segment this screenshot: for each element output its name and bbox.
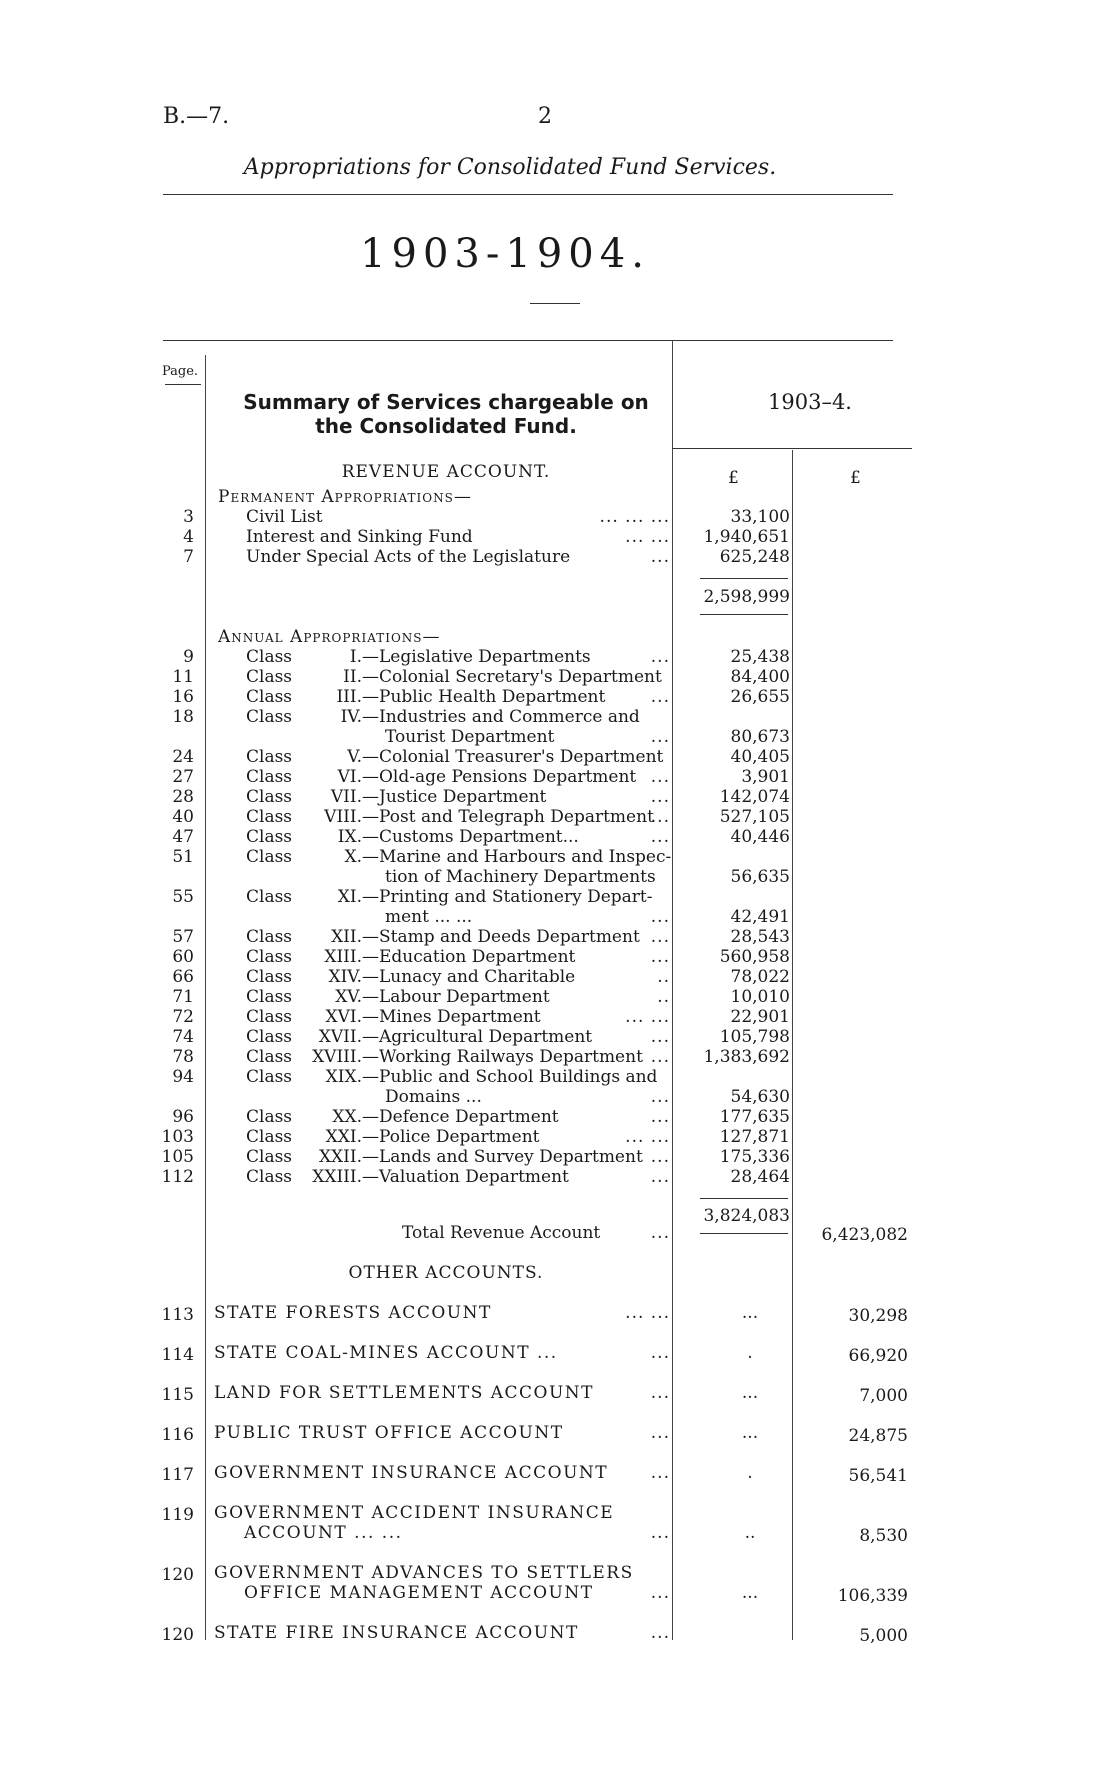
page-ref: 74 xyxy=(172,1027,194,1047)
page-column-divider xyxy=(205,355,206,1640)
account-label: GOVERNMENT INSURANCE ACCOUNT xyxy=(214,1463,609,1483)
class-label: Class xyxy=(246,947,293,967)
department-amount: 105,798 xyxy=(719,1027,790,1047)
department-label: —Colonial Treasurer's Department xyxy=(362,747,664,767)
leader-dots: ... xyxy=(650,807,670,827)
leader-dots: ... xyxy=(650,787,670,807)
page-ref: 11 xyxy=(172,667,194,687)
page-ref: 40 xyxy=(172,807,194,827)
department-label: —Public Health Department xyxy=(362,687,606,707)
class-number: XXII. xyxy=(318,1147,362,1167)
total-revenue-label: Total Revenue Account xyxy=(402,1223,601,1243)
page-title: Appropriations for Consolidated Fund Services. xyxy=(243,155,777,180)
account-label: PUBLIC TRUST OFFICE ACCOUNT xyxy=(214,1423,564,1443)
department-amount: 527,105 xyxy=(719,807,790,827)
page-ref: 120 xyxy=(161,1625,194,1645)
department-label: —Defence Department xyxy=(362,1107,559,1127)
department-label: —Education Department xyxy=(362,947,576,967)
department-amount: 78,022 xyxy=(730,967,790,987)
page-ref: 55 xyxy=(172,887,194,907)
leader-dots: ... ... xyxy=(625,1127,670,1147)
year-heading: 1903-1904. xyxy=(360,231,650,277)
permanent-subtotal-underline xyxy=(700,614,788,615)
page-ref: 7 xyxy=(183,547,194,567)
annual-subtotal-rule xyxy=(700,1198,788,1199)
table-top-rule xyxy=(163,340,893,341)
blank-marker: ... xyxy=(741,1303,759,1323)
department-label-cont: Domains ... xyxy=(385,1087,482,1107)
department-label: —Post and Telegraph Department xyxy=(362,807,654,827)
department-label: —Lunacy and Charitable xyxy=(362,967,576,987)
department-label: —Printing and Stationery Depart- xyxy=(362,887,653,907)
leader-dots: ... xyxy=(650,1583,670,1603)
department-label-cont: ment ... ... xyxy=(385,907,473,927)
department-amount: 1,383,692 xyxy=(703,1047,790,1067)
page-ref: 60 xyxy=(172,947,194,967)
account-amount: 66,920 xyxy=(848,1346,908,1366)
department-amount: 80,673 xyxy=(730,727,790,747)
blank-marker: ... xyxy=(741,1423,759,1443)
summary-title: Summary of Services chargeable on the Consolidated Fund. xyxy=(243,390,649,438)
leader-dots: ... xyxy=(650,1343,670,1363)
class-number: VI. xyxy=(337,767,362,787)
class-number: XI. xyxy=(337,887,362,907)
class-number: XVI. xyxy=(325,1007,362,1027)
leader-dots: .. xyxy=(657,987,670,1007)
page-ref: 24 xyxy=(172,747,194,767)
page-ref: 72 xyxy=(172,1007,194,1027)
page-ref: 115 xyxy=(161,1385,194,1405)
class-label: Class xyxy=(246,847,293,867)
page-ref: 9 xyxy=(183,647,194,667)
leader-dots: ... xyxy=(650,1107,670,1127)
account-label-cont: ACCOUNT ... ... xyxy=(244,1523,403,1543)
class-label: Class xyxy=(246,967,293,987)
account-amount: 106,339 xyxy=(837,1586,908,1606)
account-amount: 30,298 xyxy=(848,1306,908,1326)
appropriation-label: Interest and Sinking Fund xyxy=(246,527,473,547)
class-number: XVIII. xyxy=(312,1047,362,1067)
account-amount: 24,875 xyxy=(848,1426,908,1446)
account-amount: 8,530 xyxy=(859,1526,908,1546)
class-label: Class xyxy=(246,647,293,667)
page-ref: 57 xyxy=(172,927,194,947)
leader-dots: ... ... ... xyxy=(599,507,670,527)
department-label: —Customs Department... xyxy=(362,827,579,847)
class-number: I. xyxy=(349,647,362,667)
page-ref: 94 xyxy=(172,1067,194,1087)
department-amount: 560,958 xyxy=(719,947,790,967)
class-number: IV. xyxy=(340,707,362,727)
class-number: IX. xyxy=(337,827,362,847)
leader-dots: ... xyxy=(650,1167,670,1187)
class-label: Class xyxy=(246,1167,293,1187)
currency-symbol-2: £ xyxy=(850,468,861,488)
department-label: —Lands and Survey Department xyxy=(362,1147,643,1167)
department-amount: 10,010 xyxy=(730,987,790,1007)
class-label: Class xyxy=(246,1027,293,1047)
department-amount: 54,630 xyxy=(730,1087,790,1107)
page-ref: 18 xyxy=(172,707,194,727)
header-rule xyxy=(163,194,893,195)
leader-dots: ... xyxy=(650,827,670,847)
class-label: Class xyxy=(246,1047,293,1067)
document-reference: B.—7. xyxy=(163,104,230,129)
annual-appropriations-heading: Annual Appropriations— xyxy=(218,627,441,647)
page-ref: 78 xyxy=(172,1047,194,1067)
page-ref: 105 xyxy=(161,1147,194,1167)
department-label: —Colonial Secretary's Department xyxy=(362,667,662,687)
department-amount: 40,446 xyxy=(730,827,790,847)
page-ref: 114 xyxy=(161,1345,194,1365)
leader-dots: ... xyxy=(650,947,670,967)
permanent-subtotal-rule xyxy=(700,578,788,579)
class-label: Class xyxy=(246,1067,293,1087)
class-label: Class xyxy=(246,887,293,907)
leader-dots: ... xyxy=(650,1463,670,1483)
department-label: —Agricultural Department xyxy=(362,1027,593,1047)
total-revenue-dots: ... xyxy=(650,1223,670,1243)
leader-dots: ... xyxy=(650,547,670,567)
leader-dots: ... xyxy=(650,927,670,947)
page-number: 2 xyxy=(538,104,552,129)
department-label: —Old-age Pensions Department xyxy=(362,767,637,787)
class-number: VIII. xyxy=(324,807,362,827)
department-amount: 175,336 xyxy=(719,1147,790,1167)
class-label: Class xyxy=(246,1107,293,1127)
class-number: VII. xyxy=(330,787,362,807)
department-label: —Justice Department xyxy=(362,787,547,807)
page-column-label: Page. xyxy=(162,364,199,379)
department-label: —Valuation Department xyxy=(362,1167,569,1187)
department-amount: 142,074 xyxy=(719,787,790,807)
page-ref: 66 xyxy=(172,967,194,987)
blank-marker: .. xyxy=(744,1523,756,1543)
leader-dots: ... xyxy=(650,1027,670,1047)
annual-subtotal: 3,824,083 xyxy=(703,1206,790,1226)
class-number: XIV. xyxy=(328,967,362,987)
department-label: —Public and School Buildings and xyxy=(362,1067,658,1087)
class-label: Class xyxy=(246,667,293,687)
account-amount: 7,000 xyxy=(859,1386,908,1406)
permanent-subtotal: 2,598,999 xyxy=(703,587,790,607)
page-ref: 119 xyxy=(161,1505,194,1525)
page-header-rule xyxy=(165,384,201,385)
leader-dots: ... ... xyxy=(625,527,670,547)
appropriation-amount: 625,248 xyxy=(719,547,790,567)
department-label-cont: tion of Machinery Departments xyxy=(385,867,656,887)
department-label: —Industries and Commerce and xyxy=(362,707,640,727)
leader-dots: ... xyxy=(650,907,670,927)
page-ref: 96 xyxy=(172,1107,194,1127)
class-label: Class xyxy=(246,767,293,787)
year-header-rule xyxy=(672,448,912,449)
department-label: —Labour Department xyxy=(362,987,550,1007)
page-ref: 113 xyxy=(161,1305,194,1325)
account-label: STATE FIRE INSURANCE ACCOUNT xyxy=(214,1623,579,1643)
department-amount: 28,543 xyxy=(730,927,790,947)
page-ref: 117 xyxy=(161,1465,194,1485)
department-amount: 56,635 xyxy=(730,867,790,887)
appropriation-amount: 1,940,651 xyxy=(703,527,790,547)
leader-dots: ... xyxy=(650,1147,670,1167)
class-label: Class xyxy=(246,707,293,727)
class-number: XVII. xyxy=(318,1027,362,1047)
department-label-cont: Tourist Department xyxy=(385,727,555,747)
department-label: —Mines Department xyxy=(362,1007,541,1027)
class-label: Class xyxy=(246,1007,293,1027)
department-label: —Legislative Departments xyxy=(362,647,591,667)
year-underline xyxy=(530,303,580,304)
page-ref: 4 xyxy=(183,527,194,547)
page-ref: 27 xyxy=(172,767,194,787)
department-amount: 40,405 xyxy=(730,747,790,767)
appropriation-label: Under Special Acts of the Legislature xyxy=(246,547,571,567)
class-number: XXI. xyxy=(325,1127,362,1147)
department-label: —Stamp and Deeds Department xyxy=(362,927,640,947)
leader-dots: .. xyxy=(657,967,670,987)
annual-subtotal-underline xyxy=(700,1233,788,1234)
class-label: Class xyxy=(246,987,293,1007)
leader-dots: ... xyxy=(650,1047,670,1067)
account-amount: 5,000 xyxy=(859,1626,908,1646)
department-amount: 22,901 xyxy=(730,1007,790,1027)
blank-marker: ... xyxy=(741,1583,759,1603)
class-label: Class xyxy=(246,687,293,707)
class-number: X. xyxy=(344,847,362,867)
page-ref: 28 xyxy=(172,787,194,807)
account-label: STATE FORESTS ACCOUNT xyxy=(214,1303,492,1323)
department-label: —Marine and Harbours and Inspec- xyxy=(362,847,672,867)
department-amount: 177,635 xyxy=(719,1107,790,1127)
class-number: II. xyxy=(343,667,362,687)
blank-marker: . xyxy=(747,1463,753,1483)
leader-dots: ... ... xyxy=(625,1007,670,1027)
account-label: LAND FOR SETTLEMENTS ACCOUNT xyxy=(214,1383,595,1403)
year-column-header: 1903–4. xyxy=(768,390,852,414)
class-label: Class xyxy=(246,787,293,807)
leader-dots: ... xyxy=(650,767,670,787)
leader-dots: ... xyxy=(650,727,670,747)
page-ref: 112 xyxy=(161,1167,194,1187)
leader-dots: ... xyxy=(650,687,670,707)
appropriation-amount: 33,100 xyxy=(730,507,790,527)
class-number: XIX. xyxy=(325,1067,362,1087)
leader-dots: ... xyxy=(650,1087,670,1107)
leader-dots: ... xyxy=(650,647,670,667)
account-label: GOVERNMENT ADVANCES TO SETTLERS xyxy=(214,1563,634,1583)
class-label: Class xyxy=(246,927,293,947)
page-ref: 3 xyxy=(183,507,194,527)
department-amount: 84,400 xyxy=(730,667,790,687)
department-amount: 28,464 xyxy=(730,1167,790,1187)
other-accounts-heading: OTHER ACCOUNTS. xyxy=(348,1263,544,1283)
class-number: V. xyxy=(347,747,362,767)
department-label: —Police Department xyxy=(362,1127,540,1147)
class-number: XII. xyxy=(331,927,362,947)
revenue-account-heading: REVENUE ACCOUNT. xyxy=(341,462,551,482)
department-label: —Working Railways Department xyxy=(362,1047,643,1067)
class-label: Class xyxy=(246,1147,293,1167)
leader-dots: ... xyxy=(650,1383,670,1403)
department-amount: 127,871 xyxy=(719,1127,790,1147)
page-ref: 71 xyxy=(172,987,194,1007)
leader-dots: ... xyxy=(650,1623,670,1643)
department-amount: 26,655 xyxy=(730,687,790,707)
blank-marker: ... xyxy=(741,1383,759,1403)
blank-marker: . xyxy=(747,1343,753,1363)
class-number: XV. xyxy=(335,987,362,1007)
page-ref: 47 xyxy=(172,827,194,847)
leader-dots: ... xyxy=(650,1523,670,1543)
class-label: Class xyxy=(246,1127,293,1147)
class-label: Class xyxy=(246,747,293,767)
currency-symbol-1: £ xyxy=(728,468,739,488)
account-amount: 56,541 xyxy=(848,1466,908,1486)
description-column-divider xyxy=(672,340,673,1640)
class-label: Class xyxy=(246,827,293,847)
class-number: XXIII. xyxy=(312,1167,362,1187)
page-ref: 103 xyxy=(161,1127,194,1147)
amount-column-divider xyxy=(792,450,793,1640)
leader-dots: ... xyxy=(650,1423,670,1443)
leader-dots: ... ... xyxy=(625,1303,670,1323)
page-ref: 116 xyxy=(161,1425,194,1445)
appropriation-label: Civil List xyxy=(246,507,323,527)
department-amount: 3,901 xyxy=(741,767,790,787)
class-number: XIII. xyxy=(324,947,362,967)
total-revenue-amount: 6,423,082 xyxy=(821,1225,908,1245)
page-ref: 120 xyxy=(161,1565,194,1585)
account-label: GOVERNMENT ACCIDENT INSURANCE xyxy=(214,1503,615,1523)
class-label: Class xyxy=(246,807,293,827)
permanent-appropriations-heading: Permanent Appropriations— xyxy=(218,487,472,507)
page-ref: 16 xyxy=(172,687,194,707)
department-amount: 25,438 xyxy=(730,647,790,667)
class-number: XX. xyxy=(332,1107,362,1127)
department-amount: 42,491 xyxy=(730,907,790,927)
account-label: STATE COAL-MINES ACCOUNT ... xyxy=(214,1343,558,1363)
class-number: III. xyxy=(336,687,362,707)
account-label-cont: OFFICE MANAGEMENT ACCOUNT xyxy=(244,1583,594,1603)
page-ref: 51 xyxy=(172,847,194,867)
